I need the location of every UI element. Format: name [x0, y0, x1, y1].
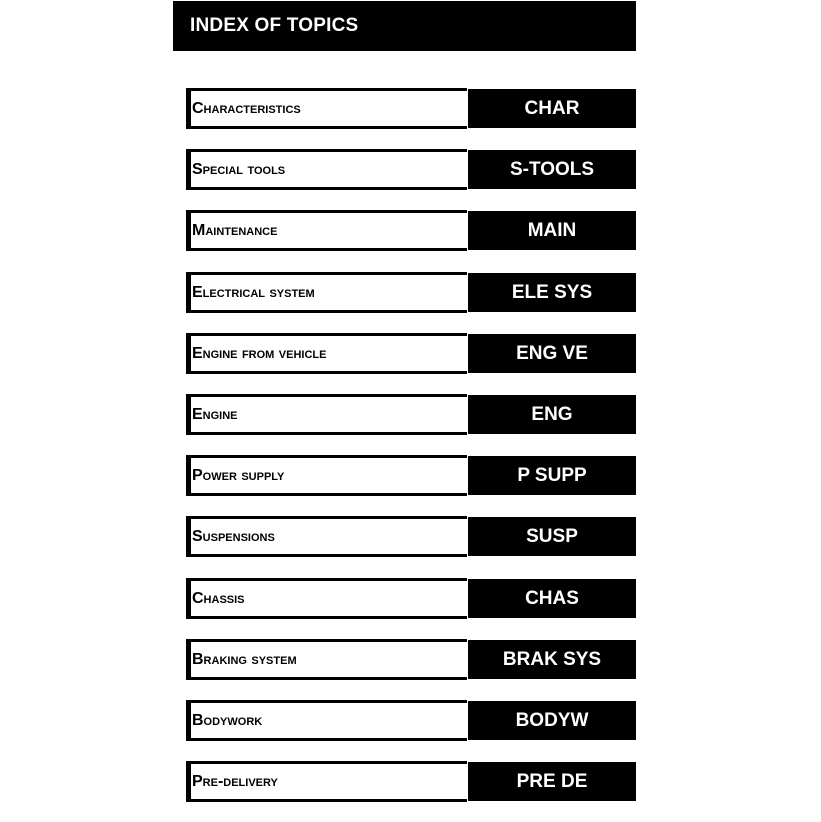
- topic-name: Maintenance: [186, 210, 467, 251]
- topic-code: P SUPP: [467, 455, 637, 496]
- topic-row-engine-from-vehicle[interactable]: [186, 333, 637, 374]
- topic-list: [186, 88, 637, 822]
- topic-name: Power supply: [186, 455, 467, 496]
- topic-row-power-supply[interactable]: [186, 455, 637, 496]
- topic-code: BODYW: [467, 700, 637, 741]
- topic-code: BRAK SYS: [467, 639, 637, 680]
- topic-row-braking-system[interactable]: [186, 639, 637, 680]
- topic-row-special-tools[interactable]: [186, 149, 637, 190]
- topic-row-pre-delivery[interactable]: [186, 761, 637, 802]
- topic-name: Bodywork: [186, 700, 467, 741]
- topic-row-bodywork[interactable]: [186, 700, 637, 741]
- topic-row-chassis[interactable]: [186, 578, 637, 619]
- topic-row-engine[interactable]: [186, 394, 637, 435]
- topic-row-maintenance[interactable]: [186, 210, 637, 251]
- index-title: INDEX OF TOPICS: [190, 15, 359, 36]
- topic-code: SUSP: [467, 516, 637, 557]
- topic-name: Braking system: [186, 639, 467, 680]
- topic-code: ENG: [467, 394, 637, 435]
- topic-name: Electrical system: [186, 272, 467, 313]
- topic-name: Special tools: [186, 149, 467, 190]
- topic-code: ELE SYS: [467, 272, 637, 313]
- topic-code: CHAR: [467, 88, 637, 129]
- index-header: [173, 1, 636, 51]
- topic-name: Chassis: [186, 578, 467, 619]
- topic-code: CHAS: [467, 578, 637, 619]
- topic-row-electrical-system[interactable]: [186, 272, 637, 313]
- topic-code: PRE DE: [467, 761, 637, 802]
- topic-name: Engine from vehicle: [186, 333, 467, 374]
- topic-row-characteristics[interactable]: [186, 88, 637, 129]
- topic-code: S-TOOLS: [467, 149, 637, 190]
- topic-code: ENG VE: [467, 333, 637, 374]
- topic-name: Engine: [186, 394, 467, 435]
- topic-name: Pre-delivery: [186, 761, 467, 802]
- topic-code: MAIN: [467, 210, 637, 251]
- topic-row-suspensions[interactable]: [186, 516, 637, 557]
- topic-name: Characteristics: [186, 88, 467, 129]
- topic-name: Suspensions: [186, 516, 467, 557]
